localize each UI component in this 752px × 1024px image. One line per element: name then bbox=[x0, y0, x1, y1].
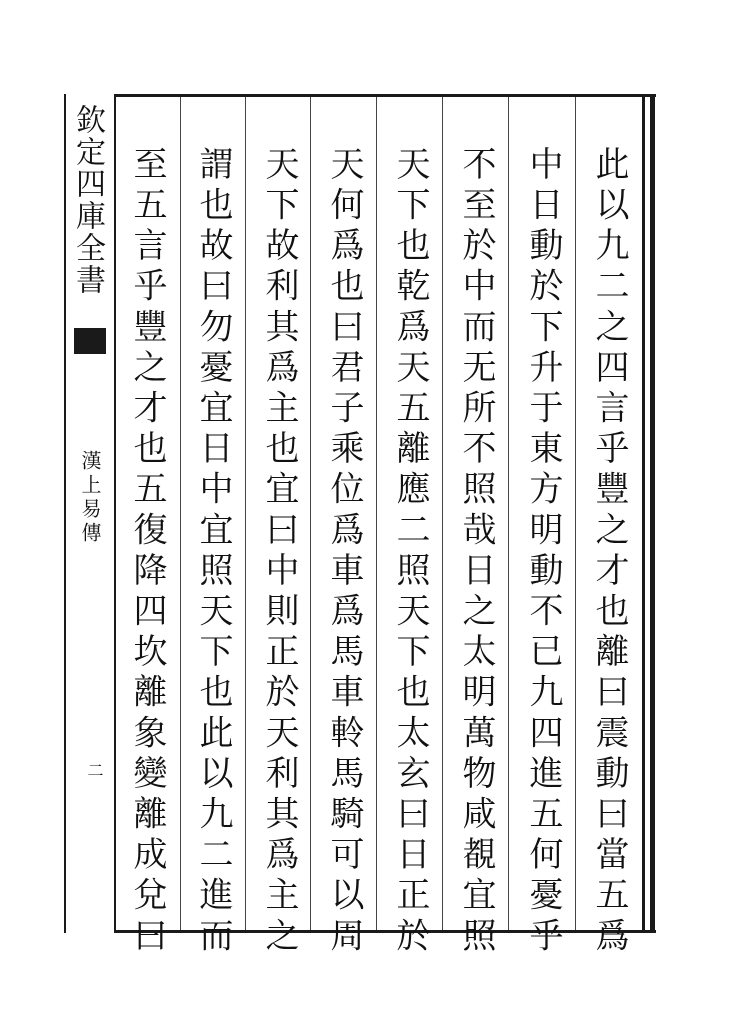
text-column-6: 天下故利其爲主也宜曰中則正於天利其爲主之 bbox=[259, 146, 299, 958]
fishtail-mark bbox=[74, 328, 106, 354]
book-subtitle: 漢上易傳 bbox=[78, 450, 102, 546]
column-divider bbox=[575, 97, 576, 930]
text-column-7: 謂也故曰勿憂宜日中宜照天下也此以九二進而 bbox=[193, 146, 233, 958]
column-divider bbox=[508, 97, 509, 930]
text-column-1: 此以九二之四言乎豐之才也離曰震動曰當五爲 bbox=[589, 146, 629, 958]
text-column-2: 中日動於下升于東方明動不已九四進五何憂乎 bbox=[523, 146, 563, 958]
column-divider bbox=[442, 97, 443, 930]
text-column-3: 不至於中而无所不照哉日之太明萬物咸覩宜照 bbox=[456, 146, 496, 958]
margin-right-line bbox=[114, 94, 116, 933]
frame-right-line bbox=[642, 94, 645, 933]
text-column-5: 天何爲也曰君子乘位爲車爲馬車軨馬騎可以周 bbox=[324, 146, 364, 958]
column-divider bbox=[310, 97, 311, 930]
column-divider bbox=[376, 97, 377, 930]
text-column-8: 至五言乎豐之才也五復降四坎離象變離成兌曰 bbox=[127, 146, 167, 958]
column-divider bbox=[245, 97, 246, 930]
page-number: 二 bbox=[85, 762, 104, 778]
frame-right-thick-line bbox=[650, 94, 655, 933]
margin-left-line bbox=[64, 94, 66, 933]
text-column-4: 天下也乾爲天五離應二照天下也太玄曰日正於 bbox=[390, 146, 430, 958]
book-title: 欽定四庫全書 bbox=[70, 104, 105, 296]
column-divider bbox=[180, 97, 181, 930]
